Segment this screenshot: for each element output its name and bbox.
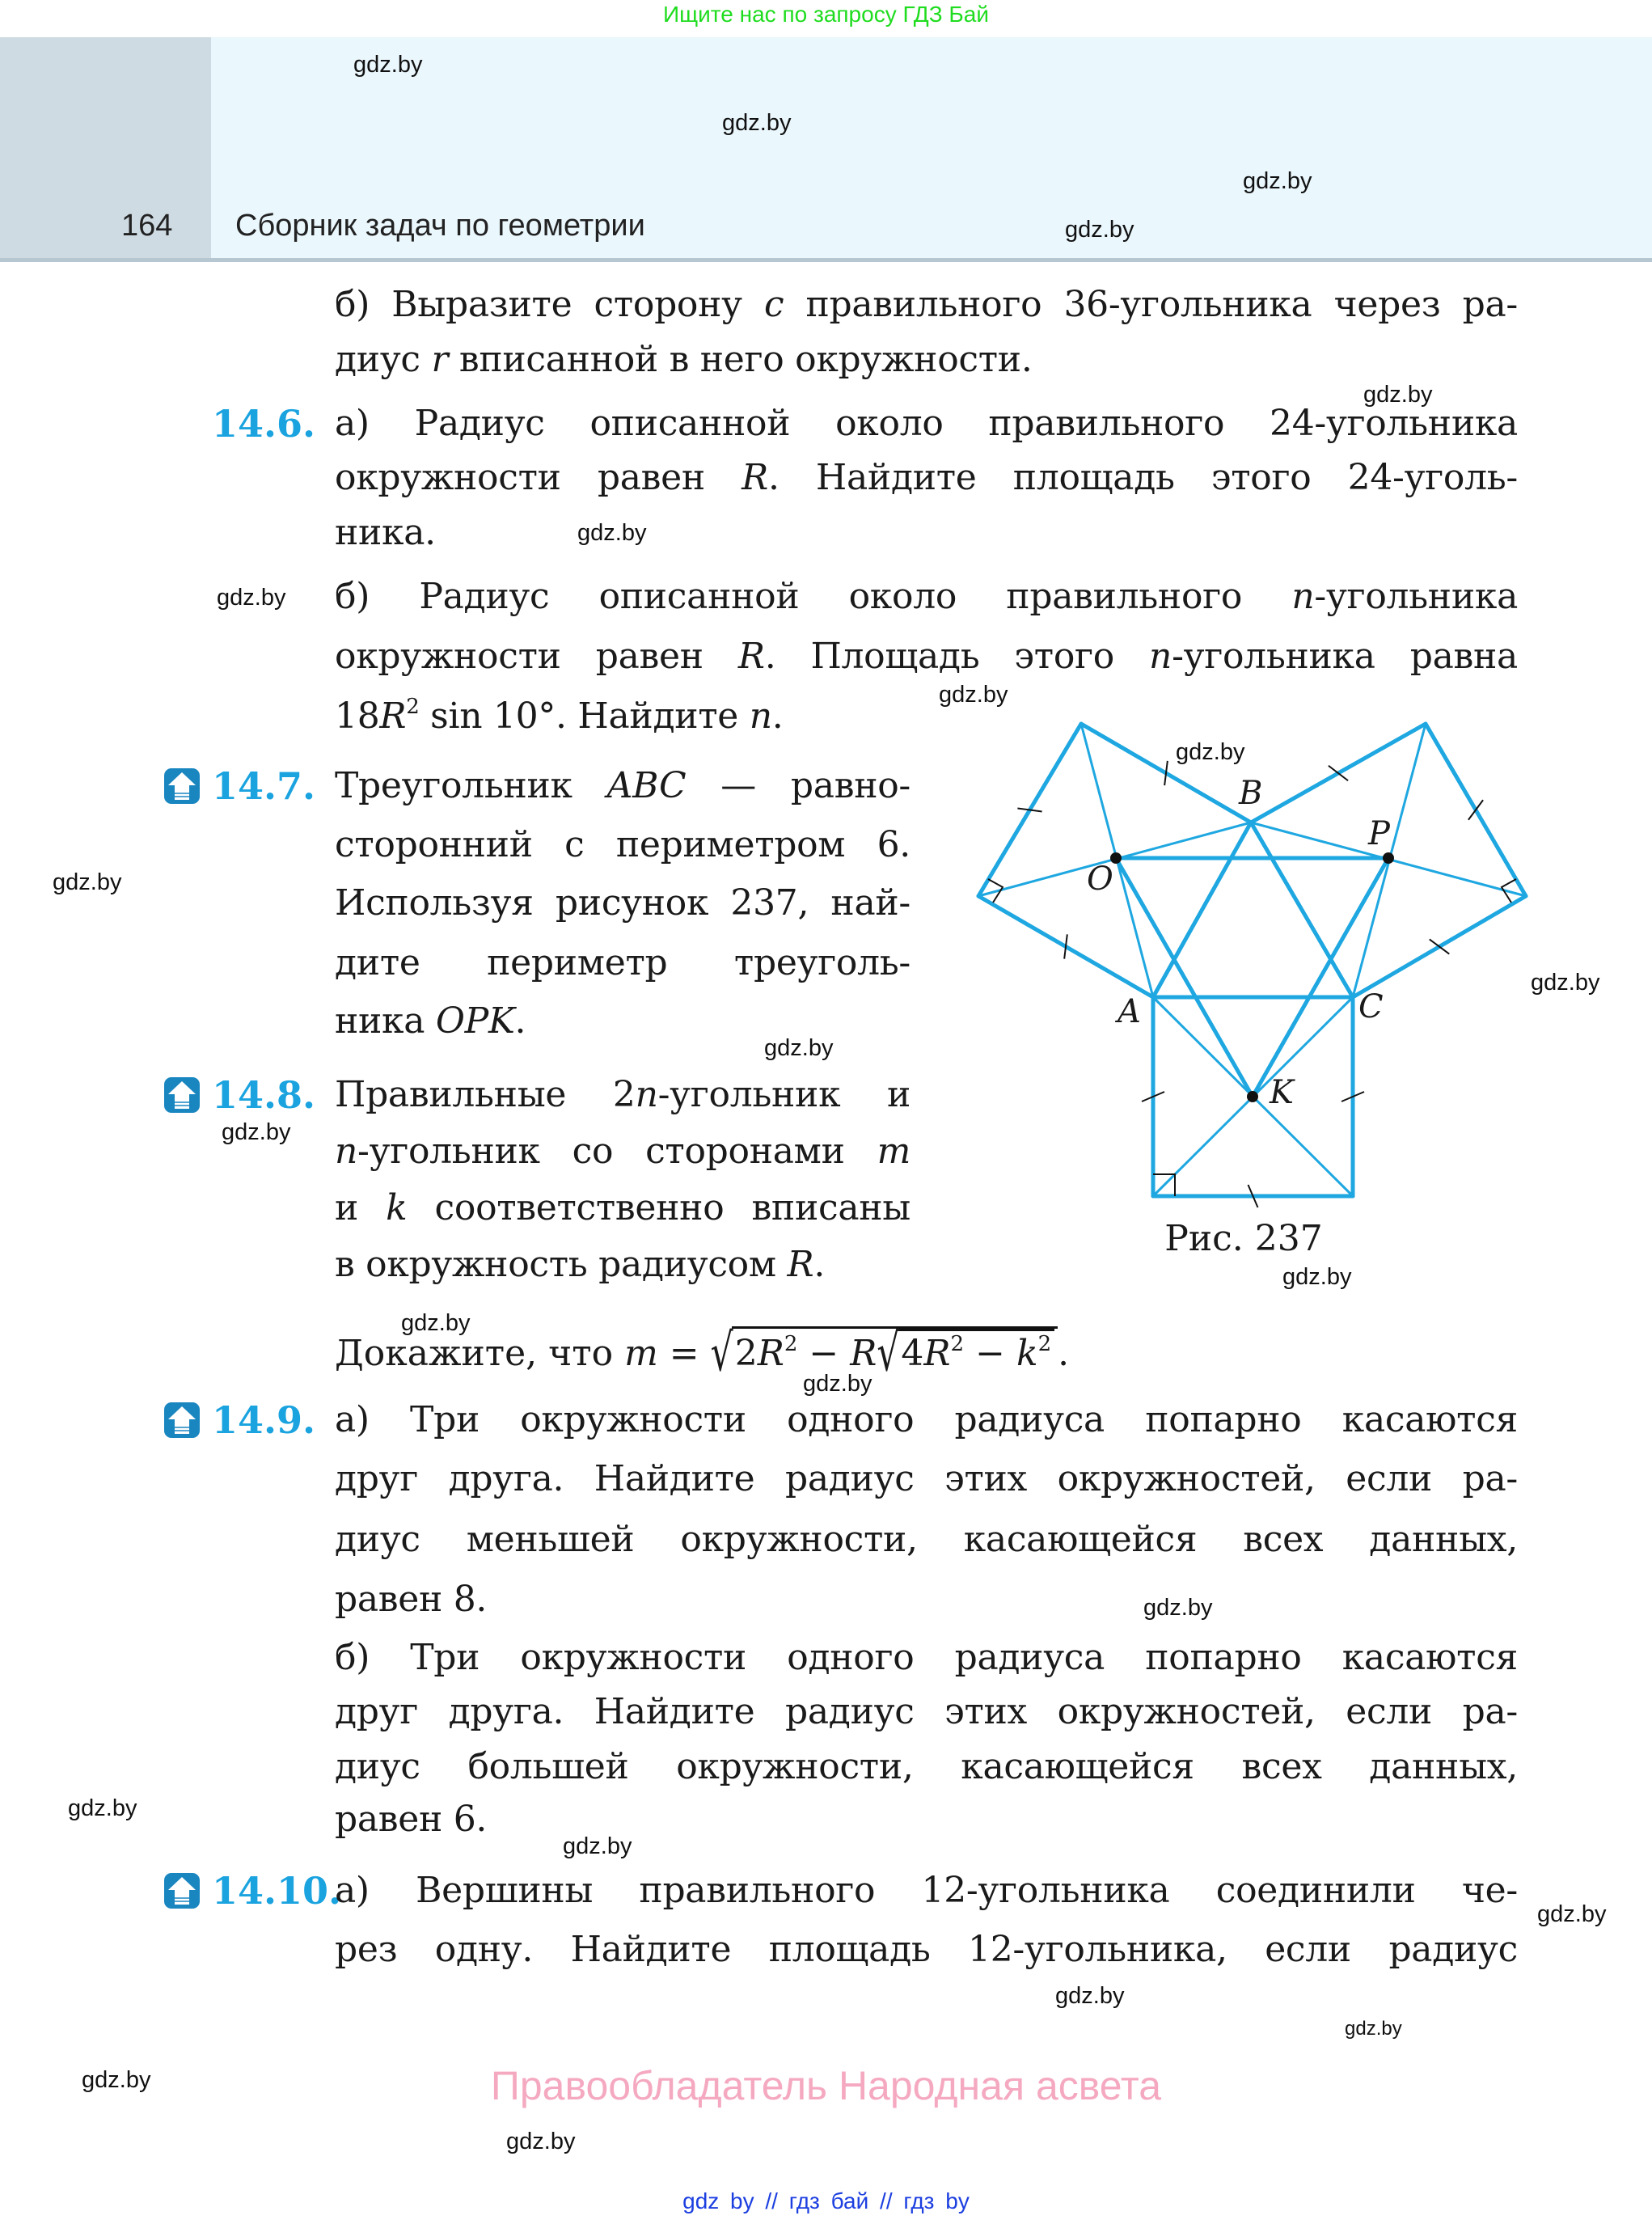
watermark: gdz.by [563,1833,632,1859]
exp: 2 [1037,1332,1052,1356]
math-variable: ABC [606,765,687,806]
watermark: gdz.by [1055,1983,1125,2009]
text-segment: равен 8. [335,1579,488,1620]
math-variable: n [749,696,772,737]
coef: 4 [901,1333,924,1374]
segment-Pp-K [1253,858,1388,1097]
text-segment: -угольник и [657,1074,911,1115]
text-segment: . [514,1000,526,1042]
watermark: gdz.by [577,520,647,546]
sqrt-icon: √ [877,1323,900,1384]
watermark: gdz.by [353,52,423,78]
problem-number: 14.8. [212,1073,316,1117]
text-segment: б) Выразите сторону [335,284,764,325]
copyright-notice: Правообладатель Народная асвета [490,2063,1162,2108]
math-variable: OPK [435,1000,515,1042]
text-segment: а) Три окружности одного радиуса попарно касаются [335,1399,1518,1440]
text-segment: 18 [335,696,380,737]
coef: 2 [734,1333,758,1374]
watermark: gdz.by [53,869,122,895]
var-R: R [850,1333,877,1374]
var-m: m [624,1333,658,1374]
math-variable: n [635,1074,658,1115]
watermark: gdz.by [506,2129,576,2154]
text-segment: сторонний с периметром 6. [335,824,911,865]
text-segment: а) Вершины правильного 12-угольника соединили че- [335,1870,1518,1911]
math-variable: k [386,1187,408,1228]
equals: = [657,1333,711,1374]
text-segment: диус большей окружности, касающейся всех данных, [335,1746,1518,1787]
watermark: gdz.by [764,1035,834,1061]
text-segment: правильного 36-угольника через ра- [784,284,1518,325]
watermark: gdz.by [1143,1595,1213,1621]
text-segment: ника [335,1000,436,1042]
text-segment: . Площадь этого [764,636,1150,677]
watermark: gdz.by [1531,970,1600,996]
text-segment: -угольника равна [1172,636,1518,677]
watermark: gdz.by [1065,217,1134,243]
text-segment: 2 [406,695,420,719]
text-segment: вписанной в него окружности. [448,339,1033,380]
page-number: 164 [121,209,173,243]
minus: − [797,1333,851,1374]
text-segment: sin 10°. Найдите [419,696,750,737]
math-variable: n [335,1131,358,1172]
math-variable: r [431,339,449,380]
watermark: gdz.by [1363,382,1433,408]
exp: 2 [950,1332,965,1356]
watermark: gdz.by [401,1310,471,1336]
book-title: Сборник задач по геометрии [235,209,645,243]
segment-A-B [1153,822,1251,997]
segment-O-K [1116,858,1253,1097]
text-segment: — равно- [686,765,911,806]
text-segment: друг друга. Найдите радиус этих окружностей, если ра- [335,1458,1518,1499]
problem-number: 14.9. [212,1398,316,1442]
text-segment: рез одну. Найдите площадь 12-угольника, если радиус [335,1929,1518,1970]
text-segment: . [771,696,784,737]
text-segment: окружности равен [335,636,738,677]
text-segment: . [813,1244,826,1285]
text-segment: окружности равен [335,457,742,498]
label-O: O [1087,860,1113,898]
watermark: gdz.by [722,110,792,136]
text-segment: соответственно вписаны [407,1187,911,1228]
point-K [1247,1091,1258,1102]
text-segment: диус меньшей окружности, касающейся всех данных, [335,1519,1518,1560]
var-k: k [1016,1333,1038,1374]
text-segment: Правильные 2 [335,1074,636,1115]
math-variable: n [1149,636,1172,677]
search-hint: Ищите нас по запросу ГДЗ Бай [662,2,990,27]
sqrt-icon: √ [710,1323,733,1384]
watermark: gdz.by [1282,1264,1352,1290]
text-segment: -угольник со сторонами [357,1131,877,1172]
exp: 2 [784,1332,798,1356]
math-variable: R [787,1244,814,1285]
text-segment: и [335,1187,387,1228]
text-segment: б) Три окружности одного радиуса попарно касаются [335,1637,1518,1678]
watermark: gdz.by [1243,168,1312,194]
watermark: gdz.by [1537,1901,1607,1927]
math-variable: R [737,636,765,677]
math-variable: R [741,457,768,498]
text-segment: -угольника [1314,576,1518,617]
text-segment: а) Радиус описанной около правильного 24-угольника [335,403,1518,444]
watermark: gdz.by [82,2067,151,2093]
var-R: R [923,1333,951,1374]
text-segment: равен 6. [335,1799,488,1840]
text-segment: Используя рисунок 237, най- [335,882,911,924]
watermark: gdz.by [939,682,1008,708]
problem-number: 14.7. [212,764,316,808]
point-P [1383,852,1394,864]
text-segment: ника. [335,512,436,553]
math-variable: m [877,1131,911,1172]
label-B: B [1239,775,1263,812]
segment-B-C [1251,822,1353,997]
math-variable: n [1291,576,1315,617]
watermark: gdz.by [803,1371,872,1397]
figure-caption: Рис. 237 [1164,1218,1323,1259]
problem-number: 14.6. [212,402,316,446]
label-P: P [1368,815,1390,852]
text-segment: . Найдите площадь этого 24-уголь- [768,457,1518,498]
footer-links[interactable]: gdz by // гдз бай // гдз by [682,2188,970,2213]
label-K: K [1270,1074,1294,1111]
period: . [1058,1333,1070,1374]
text-segment: дите периметр треуголь- [335,942,911,983]
var-R: R [757,1333,784,1374]
text-segment: диус [335,339,432,380]
formula-prefix: Докажите, что [335,1333,625,1374]
text-segment: Треугольник [335,765,607,806]
watermark: gdz.by [68,1795,137,1821]
text-segment: в окружность радиусом [335,1244,788,1285]
problem-number: 14.10. [212,1869,342,1913]
math-variable: c [763,284,784,325]
label-A: A [1118,993,1141,1030]
text-segment: б) Радиус описанной около правильного [335,576,1292,617]
label-C: C [1358,988,1384,1025]
math-variable: R [379,696,407,737]
text-segment: друг друга. Найдите радиус этих окружностей, если ра- [335,1691,1518,1732]
watermark: gdz.by [217,585,286,611]
watermark: gdz.by [1345,2018,1402,2040]
minus: − [964,1333,1016,1374]
watermark: gdz.by [1176,739,1245,765]
watermark: gdz.by [222,1119,291,1145]
